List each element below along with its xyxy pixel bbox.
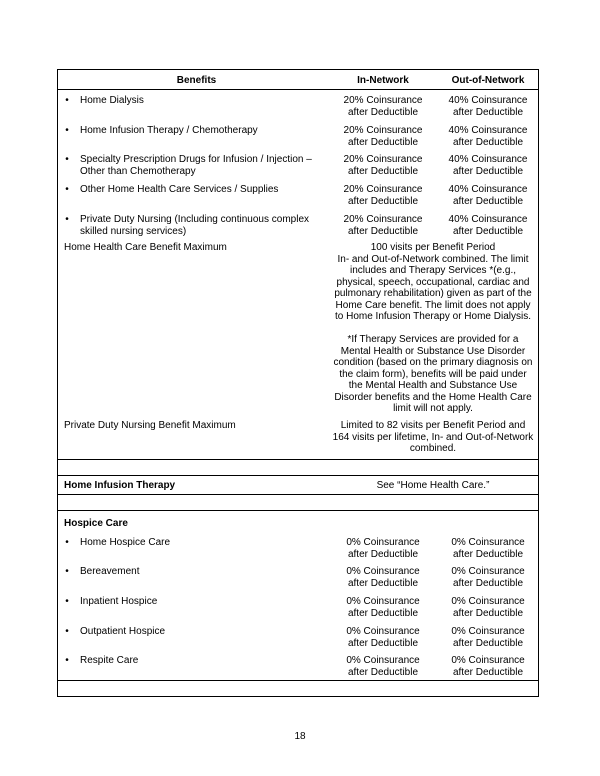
home-health-max-text: 100 visits per Benefit Period In- and Out-of-Network combined. The limit includes and Therapy Services *(e.g., physical, speech, occupational, cardiac and pulmonary rehabilitation) given as part of the Home Care benefit. The limit does not apply to Home Infusion Therapy or Home Dialysis. *If Therapy Services are provided for a Mental Health or Substance Use Disorder condition (based on the primary diagnosis on the claim form), benefits will be paid under the Mental Health and Substance Use Disorder benefits and the Home Health Care limit will not apply.: [333, 242, 533, 414]
in-network-value: 20% Coinsurance after Deductible: [343, 95, 423, 118]
out-network-value: 40% Coinsurance after Deductible: [448, 125, 528, 148]
in-network-value: 20% Coinsurance after Deductible: [343, 125, 423, 148]
pdn-max-label: Private Duty Nursing Benefit Maximum: [64, 420, 236, 431]
divider: [58, 680, 538, 681]
benefits-table: [57, 69, 539, 697]
out-network-value: 0% Coinsurance after Deductible: [451, 626, 525, 649]
item-label: Home Infusion Therapy / Chemotherapy: [80, 125, 258, 136]
header-divider: [58, 89, 538, 90]
out-network-value: 40% Coinsurance after Deductible: [448, 95, 528, 118]
out-network-value: 0% Coinsurance after Deductible: [451, 537, 525, 560]
item-label: Home Dialysis: [80, 95, 144, 106]
hospice-title: Hospice Care: [64, 518, 128, 529]
bullet-icon: •: [65, 154, 69, 165]
divider: [58, 475, 538, 476]
bullet-icon: •: [65, 566, 69, 577]
home-infusion-value: See “Home Health Care.”: [376, 480, 490, 491]
in-network-value: 0% Coinsurance after Deductible: [346, 537, 420, 560]
divider: [58, 510, 538, 511]
in-network-value: 0% Coinsurance after Deductible: [346, 596, 420, 619]
in-network-value: 0% Coinsurance after Deductible: [346, 566, 420, 589]
in-network-value: 20% Coinsurance after Deductible: [343, 154, 423, 177]
item-label: Bereavement: [80, 566, 140, 577]
in-network-value: 20% Coinsurance after Deductible: [343, 214, 423, 237]
header-benefits: Benefits: [176, 75, 217, 86]
out-network-value: 0% Coinsurance after Deductible: [451, 566, 525, 589]
bullet-icon: •: [65, 95, 69, 106]
in-network-value: 20% Coinsurance after Deductible: [343, 184, 423, 207]
item-label: Other Home Health Care Services / Supplies: [80, 184, 279, 195]
header-in-network: In-Network: [357, 75, 409, 86]
item-label: Private Duty Nursing (Including continuous complex skilled nursing services): [80, 214, 309, 237]
bullet-icon: •: [65, 626, 69, 637]
out-network-value: 40% Coinsurance after Deductible: [448, 214, 528, 237]
pdn-max-text: Limited to 82 visits per Benefit Period and 164 visits per lifetime, In- and Out-of-Network combined.: [332, 420, 534, 454]
item-label: Respite Care: [80, 655, 139, 666]
item-label: Outpatient Hospice: [80, 626, 166, 637]
out-network-value: 0% Coinsurance after Deductible: [451, 655, 525, 678]
out-network-value: 40% Coinsurance after Deductible: [448, 154, 528, 177]
page-number: 18: [294, 731, 306, 742]
divider: [58, 459, 538, 460]
out-network-value: 40% Coinsurance after Deductible: [448, 184, 528, 207]
out-network-value: 0% Coinsurance after Deductible: [451, 596, 525, 619]
item-label: Specialty Prescription Drugs for Infusion / Injection – Other than Chemotherapy: [80, 154, 312, 177]
item-label: Inpatient Hospice: [80, 596, 158, 607]
bullet-icon: •: [65, 655, 69, 666]
in-network-value: 0% Coinsurance after Deductible: [346, 626, 420, 649]
item-label: Home Hospice Care: [80, 537, 171, 548]
bullet-icon: •: [65, 537, 69, 548]
bullet-icon: •: [65, 596, 69, 607]
in-network-value: 0% Coinsurance after Deductible: [346, 655, 420, 678]
bullet-icon: •: [65, 125, 69, 136]
header-out-network: Out-of-Network: [451, 75, 525, 86]
bullet-icon: •: [65, 184, 69, 195]
divider: [58, 494, 538, 495]
home-infusion-label: Home Infusion Therapy: [64, 480, 176, 491]
bullet-icon: •: [65, 214, 69, 225]
home-health-max-label: Home Health Care Benefit Maximum: [64, 242, 227, 253]
